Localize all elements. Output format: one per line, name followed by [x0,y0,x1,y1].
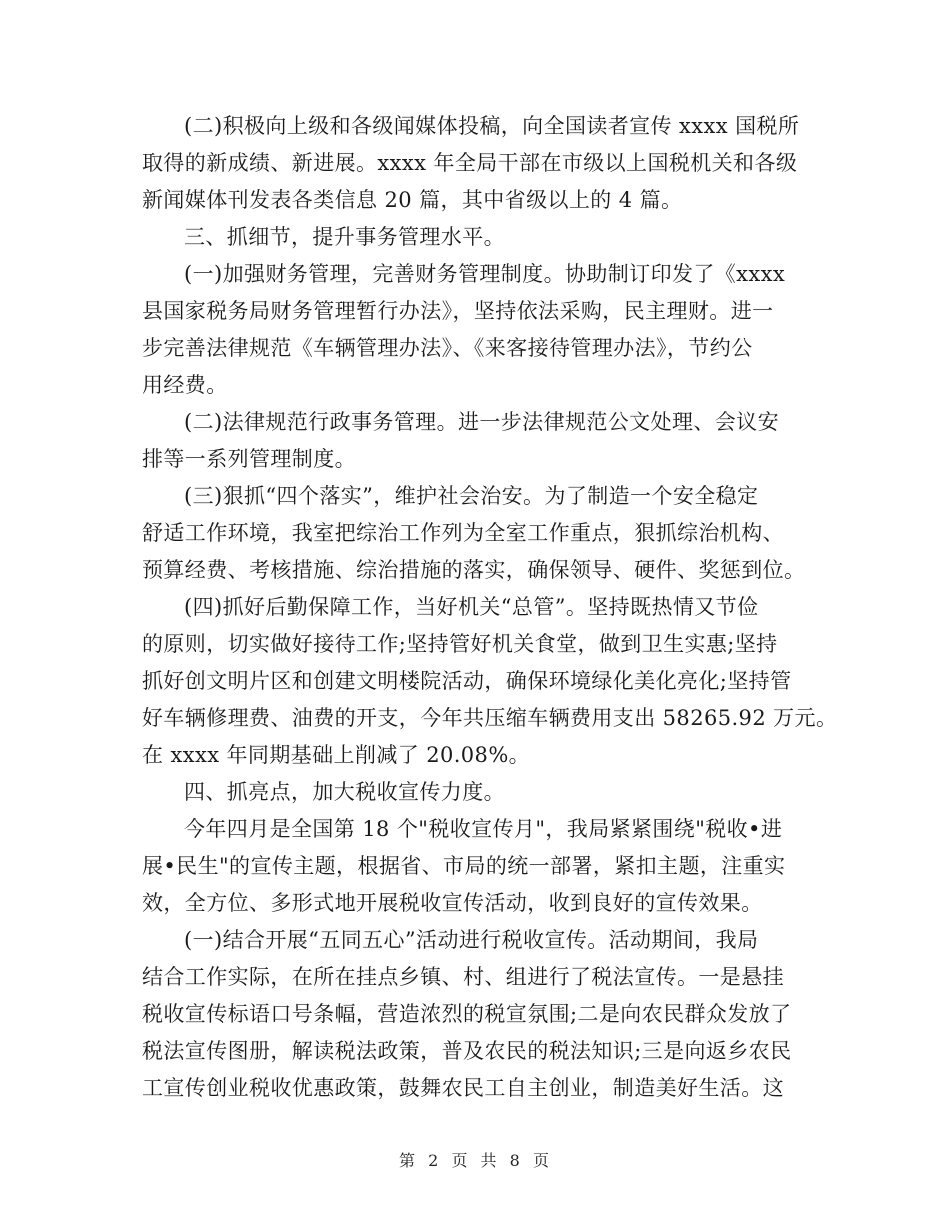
page-prefix: 第 [399,1151,418,1170]
text-line: 步完善法律规范《车辆管理办法》、《来客接待管理办法》，节约公 [142,336,753,360]
paragraph [142,478,810,589]
page-suffix: 页 [532,1151,551,1170]
text-line: 抓好创文明片区和创建文明楼院活动，确保环境绿化美化亮化;坚持管 [142,669,792,693]
text-line: 用经费。 [142,373,228,397]
paragraph [142,811,810,922]
text-line: 县国家税务局财务管理暂行办法》，坚持依法采购，民主理财。进一 [142,299,774,323]
text-line: 在 xxxx 年同期基础上削减了 20.08%。 [142,743,531,767]
text-line: 今年四月是全国第 18 个"税收宣传月"，我局紧紧围绕"税收•进 [184,817,783,841]
text-line: 预算经费、考核措施、综治措施的落实，确保领导、硬件、奖惩到位。 [142,558,806,582]
text-line: (一)加强财务管理，完善财务管理制度。协助制订印发了《xxxx [184,262,786,286]
text-line: 四、抓亮点，加大税收宣传力度。 [184,780,505,804]
text-line: 展•民生"的宣传主题，根据省、市局的统一部署，紧扣主题，注重实 [142,854,786,878]
current-page-number: 2 [428,1151,441,1170]
paragraph [142,589,838,774]
page-footer [0,1148,950,1171]
text-line: 排等一系列管理制度。 [142,447,356,471]
text-line: 舒适工作环境，我室把综治工作列为全室工作重点，狠抓综治机构、 [142,521,784,545]
text-line: 三、抓细节，提升事务管理水平。 [184,225,505,249]
text-line: 效，全方位、多形式地开展税收宣传活动，收到良好的宣传效果。 [142,891,763,915]
text-line: (三)狠抓“四个落实”，维护社会治安。为了制造一个安全稳定 [184,484,759,508]
text-line: 工宣传创业税收优惠政策，鼓舞农民工自主创业，制造美好生活。这 [142,1076,784,1100]
text-line: (二)法律规范行政事务管理。进一步法律规范公文处理、会议安 [184,410,779,434]
text-line: 税收宣传标语口号条幅，营造浓烈的税宣氛围;二是向农民群众发放了 [142,1002,792,1026]
page-word: 页 [451,1151,470,1170]
total-word: 共 [480,1151,499,1170]
text-line: 取得的新成绩、新进展。xxxx 年全局干部在市级以上国税机关和各级 [142,151,798,175]
paragraph [142,922,810,1107]
section-heading [142,219,810,256]
paragraph [142,404,810,478]
text-line: 结合工作实际，在所在挂点乡镇、村、组进行了税法宣传。一是悬挂 [142,965,784,989]
text-line: 税法宣传图册，解读税法政策，普及农民的税法知识;三是向返乡农民 [142,1039,792,1063]
document-body [142,108,838,1107]
paragraph [142,108,810,219]
text-line: (四)抓好后勤保障工作，当好机关“总管”。坚持既热情又节俭 [184,595,759,619]
section-heading [142,774,810,811]
text-line: 好车辆修理费、油费的开支，今年共压缩车辆费用支出 58265.92 万元。 [142,706,838,730]
text-line: (二)积极向上级和各级闻媒体投稿，向全国读者宣传 xxxx 国税所 [184,114,800,138]
paragraph [142,256,810,404]
text-line: 的原则，切实做好接待工作;坚持管好机关食堂，做到卫生实惠;坚持 [142,632,778,656]
text-line: (一)结合开展“五同五心”活动进行税收宣传。活动期间，我局 [184,928,759,952]
text-line: 新闻媒体刊发表各类信息 20 篇，其中省级以上的 4 篇。 [142,188,683,212]
total-page-count: 8 [509,1151,522,1170]
